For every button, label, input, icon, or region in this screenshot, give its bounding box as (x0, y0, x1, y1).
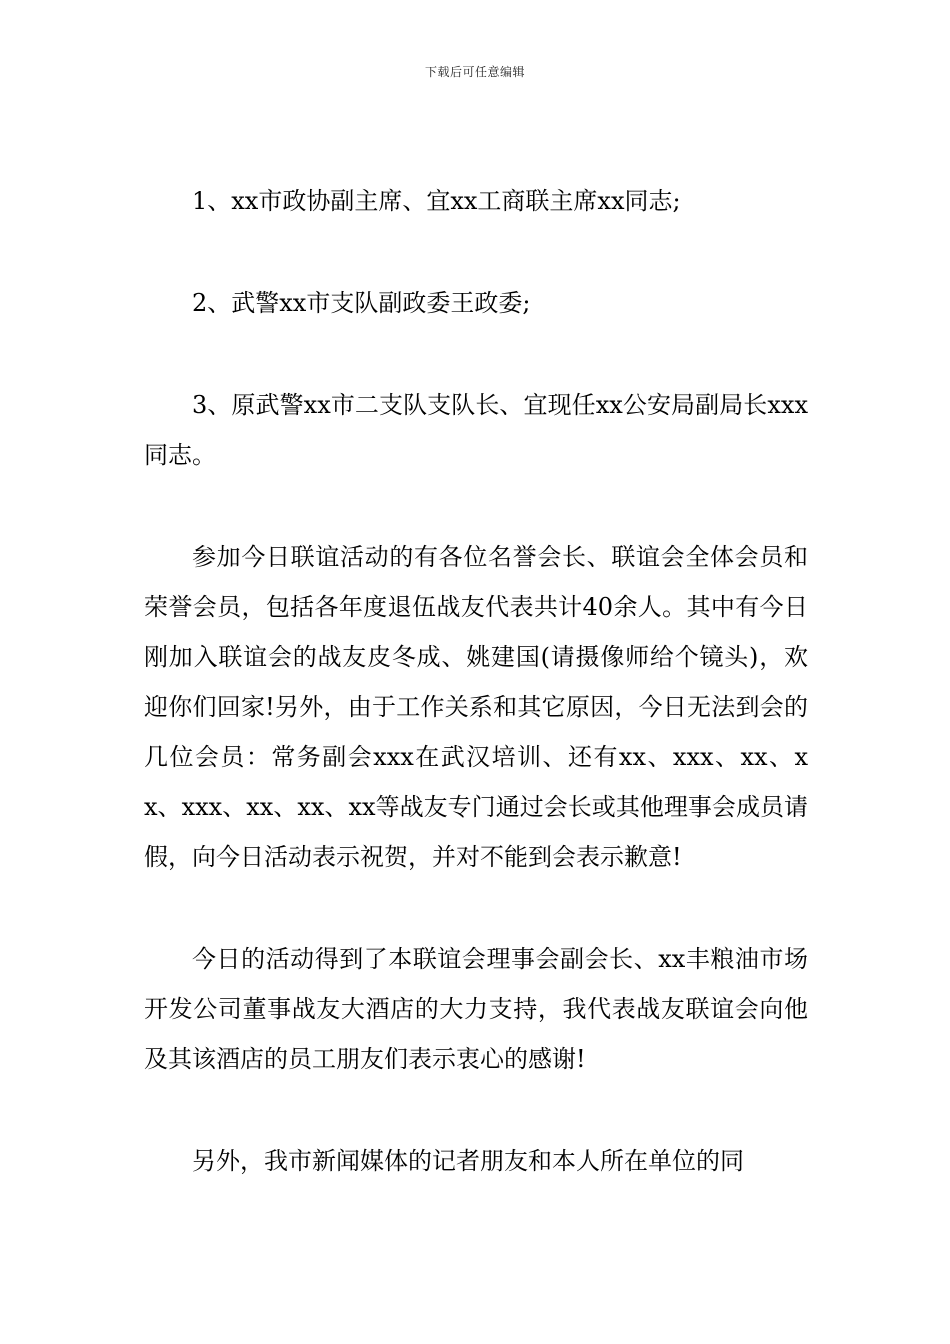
page-header: 下载后可任意编辑 (424, 65, 525, 79)
document-body (144, 176, 808, 1186)
paragraph-4: 参加今日联谊活动的有各位名誉会长、联谊会全体会员和荣誉会员，包括各年度退伍战友代表共计40余人。其中有今日刚加入联谊会的战友皮冬成、姚建国(请摄像师给个镜头)，欢迎你们回家!另外，由于工作关系和其它原因，今日无法到会的几位会员：常务副会xxx在武汉培训、还有xx、xxx、xx、xx、xxx、xx、xx、xx等战友专门通过会长或其他理事会成员请假，向今日活动表示祝贺，并对不能到会表示歉意! (144, 543, 808, 871)
paragraph-1: 1、xx市政协副主席、宜xx工商联主席xx同志; (192, 187, 681, 215)
paragraph-2: 2、武警xx市支队副政委王政委; (192, 289, 531, 317)
paragraph-5: 今日的活动得到了本联谊会理事会副会长、xx丰粮油市场开发公司董事战友大酒店的大力支持，我代表战友联谊会向他及其该酒店的员工朋友们表示衷心的感谢! (144, 945, 808, 1073)
paragraph-6: 另外，我市新闻媒体的记者朋友和本人所在单位的同 (192, 1147, 744, 1175)
paragraph-3: 3、原武警xx市二支队支队长、宜现任xx公安局副局长xxx同志。 (144, 391, 808, 469)
